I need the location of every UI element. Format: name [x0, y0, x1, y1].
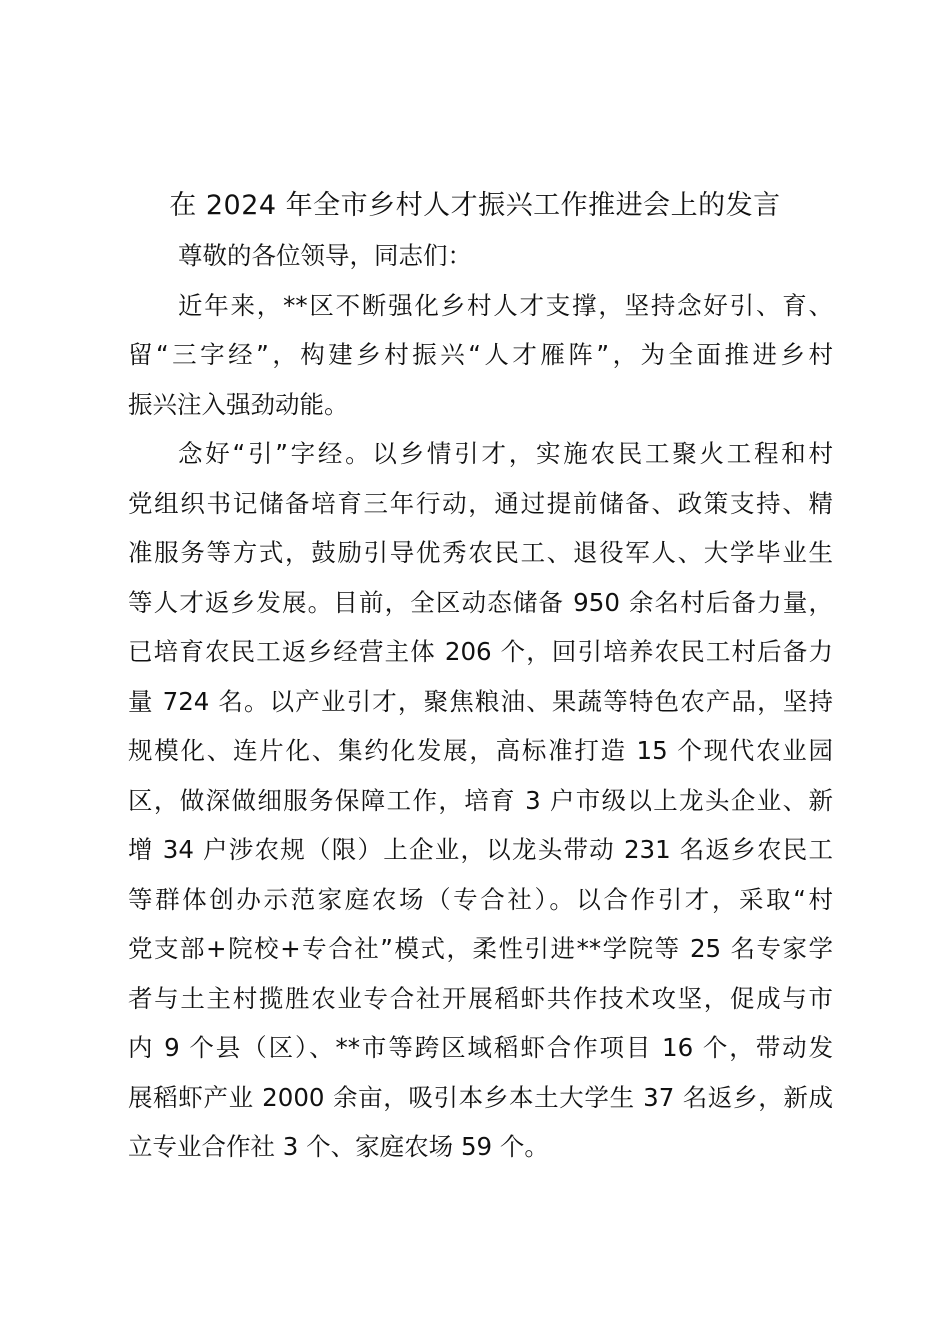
- paragraph-line: 区，做深做细服务保障工作，培育 3 户市级以上龙头企业、新: [128, 785, 833, 815]
- paragraph-line: 者与土主村揽胜农业专合社开展稻虾共作技术攻坚，促成与市: [128, 983, 833, 1013]
- paragraph-intro: [128, 281, 833, 430]
- document-title: 在 2024 年全市乡村人才振兴工作推进会上的发言: [169, 190, 781, 221]
- paragraph-line: 近年来，**区不断强化乡村人才支撑，坚持念好引、育、: [178, 290, 833, 320]
- paragraph-line: 内 9 个县（区）、**市等跨区域稻虾合作项目 16 个，带动发: [128, 1033, 833, 1062]
- paragraph-line: 念好“引”字经。以乡情引才，实施农民工聚火工程和村: [178, 439, 833, 468]
- paragraph-line: 党支部+院校+专合社”模式，柔性引进**学院等 25 名专家学: [128, 934, 833, 963]
- paragraph-line: 规模化、连片化、集约化发展，高标准打造 15 个现代农业园: [128, 736, 833, 765]
- paragraph-line: 量 724 名。以产业引才，聚焦粮油、果蔬等特色农产品，坚持: [128, 686, 833, 716]
- paragraph-line: 已培育农民工返乡经营主体 206 个，回引培养农民工村后备力: [128, 637, 833, 666]
- paragraph-line: 立专业合作社 3 个、家庭农场 59 个。: [128, 1132, 549, 1161]
- paragraph-line: 振兴注入强劲动能。: [128, 389, 349, 419]
- paragraph-line: 党组织书记储备培育三年行动，通过提前储备、政策支持、精: [128, 488, 833, 518]
- paragraph-line: 增 34 户涉农规（限）上企业，以龙头带动 231 名返乡农民工: [128, 835, 833, 864]
- paragraph-line: 等人才返乡发展。目前，全区动态储备 950 余名村后备力量，: [128, 587, 833, 617]
- paragraph-line: 留“三字经”，构建乡村振兴“人才雁阵”，为全面推进乡村: [128, 340, 833, 369]
- salutation: 尊敬的各位领导，同志们：: [178, 241, 472, 270]
- paragraph-line: 准服务等方式，鼓励引导优秀农民工、退役军人、大学毕业生: [128, 538, 833, 567]
- document-body: [128, 231, 833, 1172]
- paragraph-line: 展稻虾产业 2000 余亩，吸引本乡本土大学生 37 名返乡，新成: [128, 1082, 833, 1112]
- paragraph-yin: [128, 429, 833, 1172]
- paragraph-line: 等群体创办示范家庭农场（专合社）。以合作引才，采取“村: [128, 884, 833, 914]
